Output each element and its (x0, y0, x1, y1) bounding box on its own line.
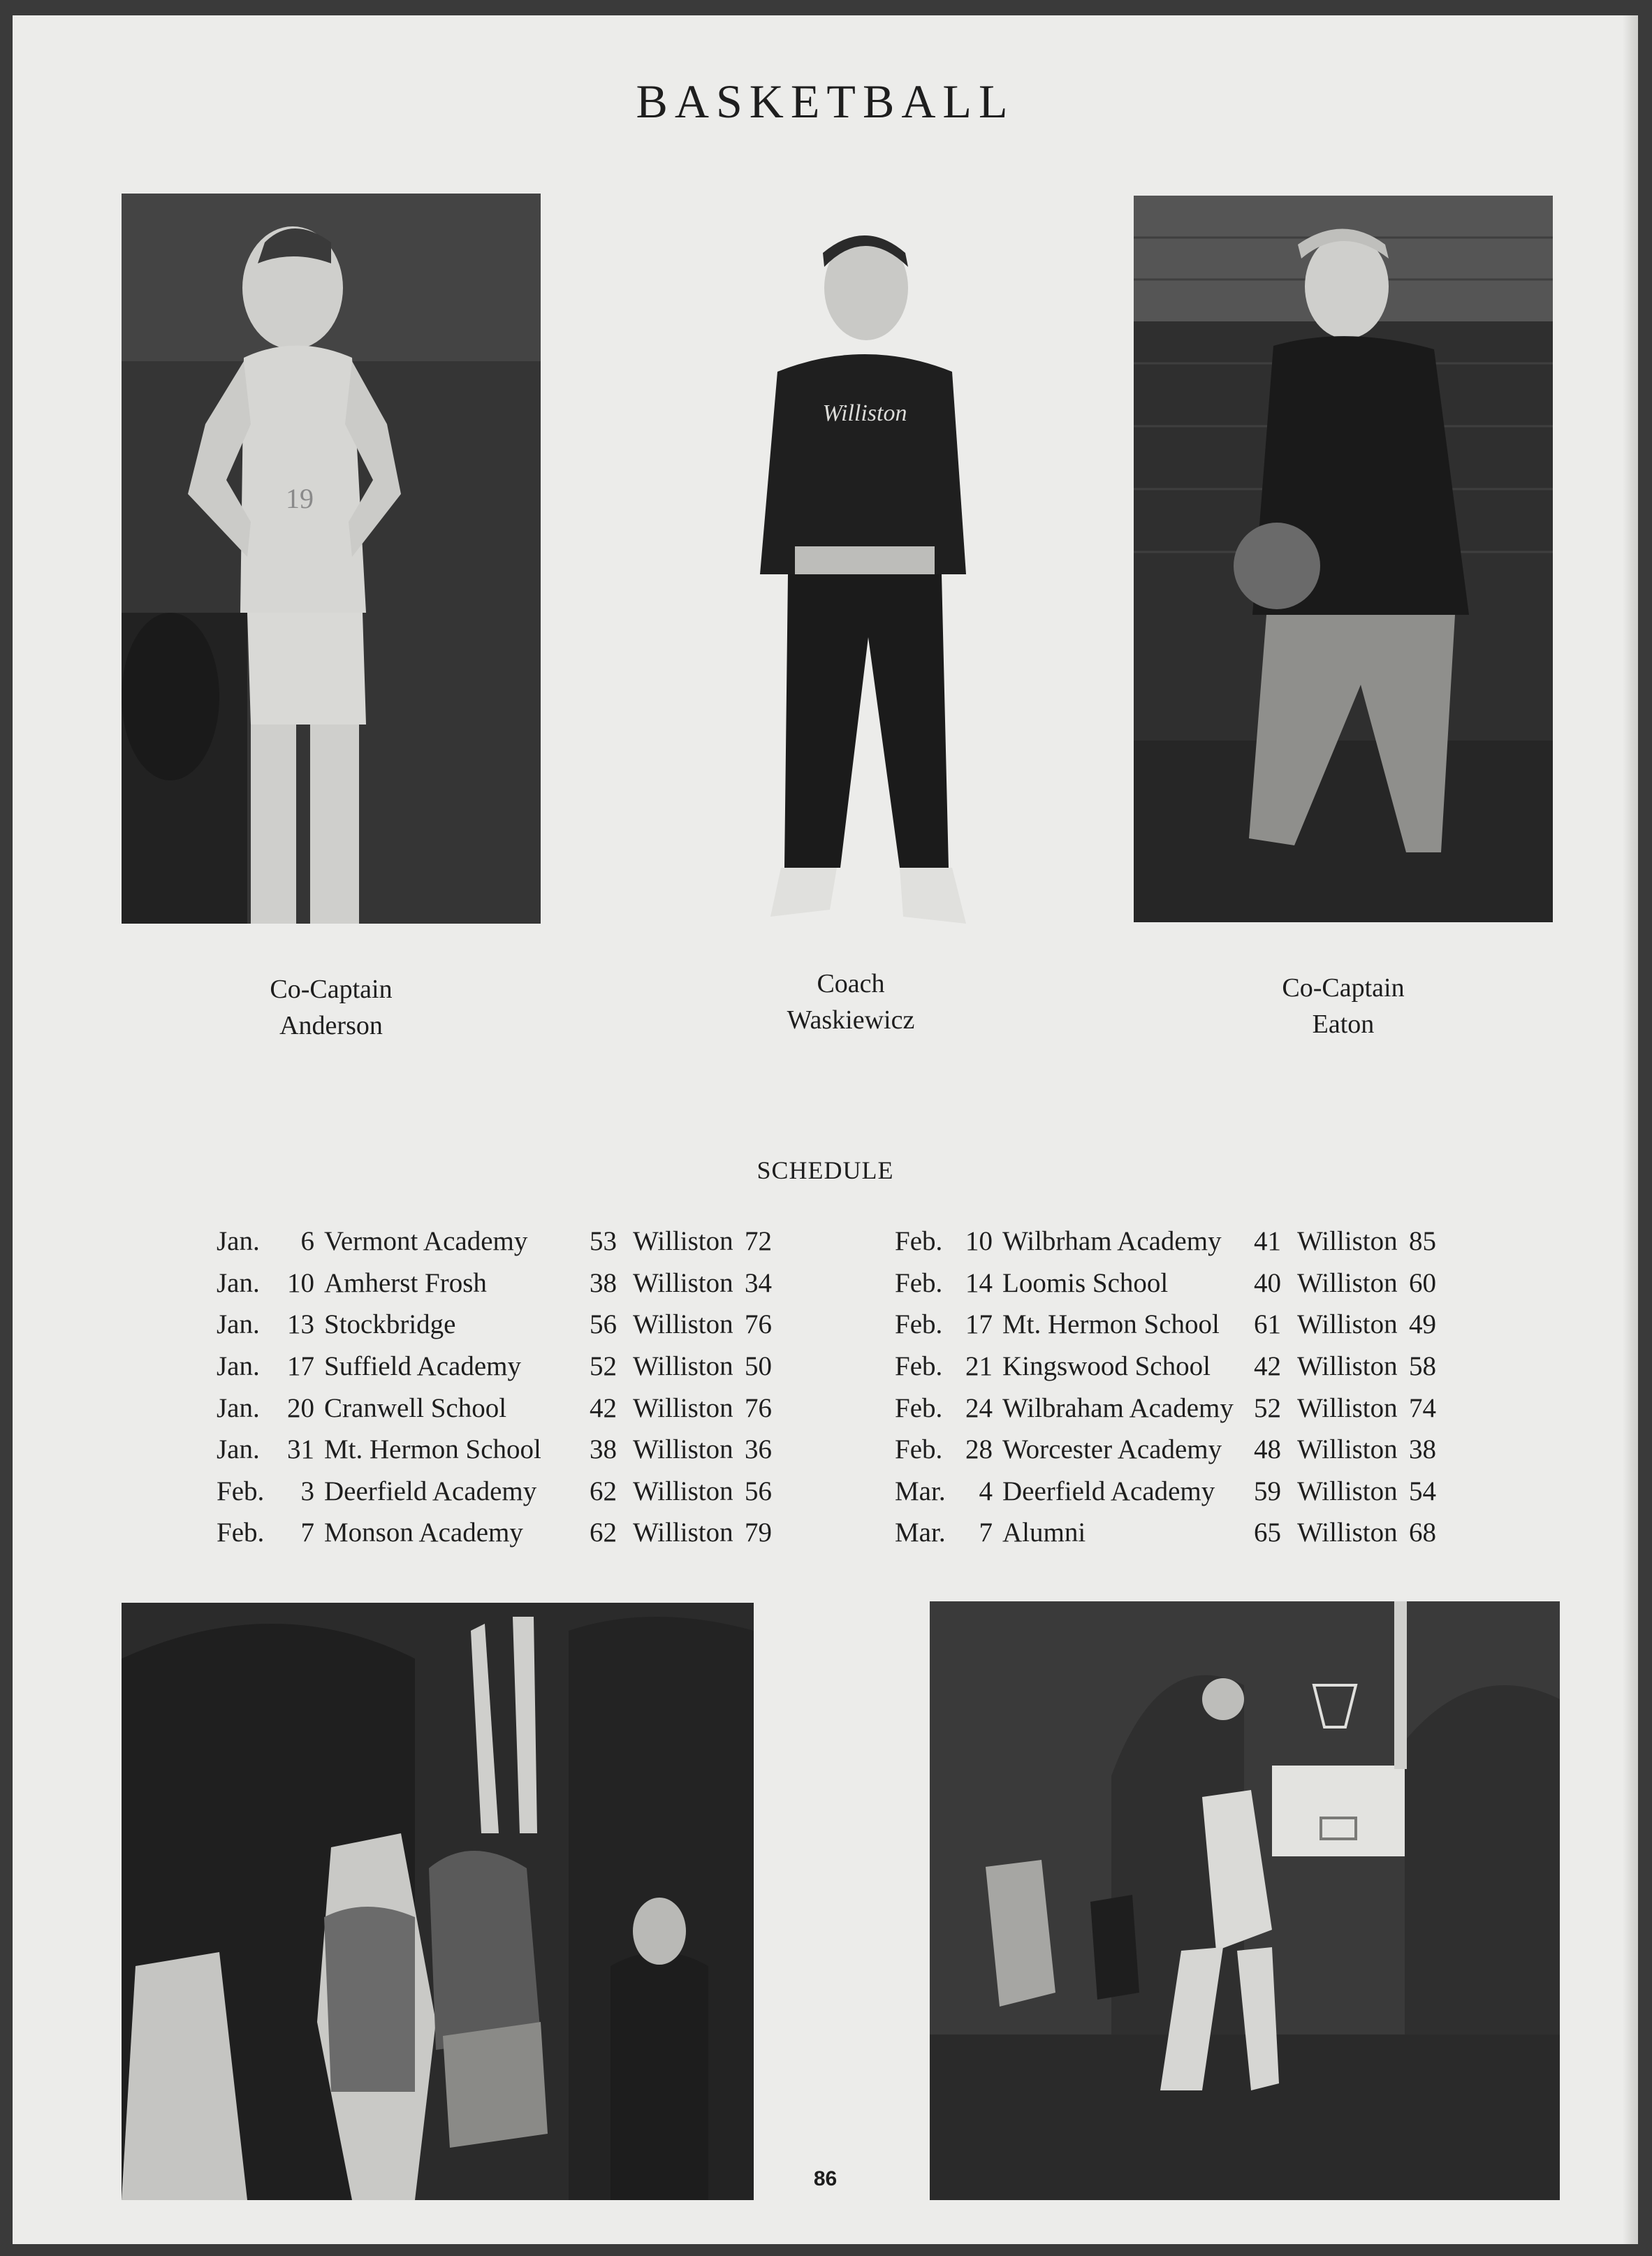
table-row (895, 1221, 1444, 1262)
schedule-table-left (217, 1221, 780, 1554)
photo-coach-waskiewicz (718, 211, 1011, 938)
caption-eaton (1238, 970, 1448, 1042)
team-name: Williston (1297, 1392, 1398, 1423)
table-row (895, 1346, 1444, 1388)
team-score: 85 (1409, 1226, 1436, 1257)
game-opponent: Wilbraham Academy (1002, 1392, 1234, 1423)
table-row (217, 1304, 780, 1346)
game-day: 20 (287, 1392, 314, 1423)
game-day: 13 (287, 1309, 314, 1340)
table-row (895, 1262, 1444, 1304)
opponent-score: 42 (1254, 1351, 1281, 1382)
team-name: Williston (1297, 1226, 1398, 1257)
team-name: Williston (633, 1267, 733, 1298)
game-month: Feb. (895, 1309, 943, 1340)
game-month: Jan. (217, 1309, 260, 1340)
game-opponent: Cranwell School (324, 1392, 507, 1423)
schedule-table-right (895, 1221, 1444, 1554)
team-name: Williston (1297, 1309, 1398, 1340)
table-row (217, 1346, 780, 1388)
table-row (895, 1471, 1444, 1513)
game-day: 3 (300, 1476, 314, 1506)
game-month: Feb. (895, 1392, 943, 1423)
game-month: Feb. (895, 1267, 943, 1298)
opponent-score: 56 (590, 1309, 617, 1340)
game-opponent: Mt. Hermon School (324, 1434, 541, 1465)
table-row (217, 1512, 780, 1554)
caption-role: Co-Captain (270, 975, 393, 1004)
opponent-score: 40 (1254, 1267, 1281, 1298)
team-score: 68 (1409, 1518, 1436, 1548)
opponent-score: 62 (590, 1518, 617, 1548)
team-score: 74 (1409, 1392, 1436, 1423)
team-name: Williston (1297, 1518, 1398, 1548)
game-day: 21 (965, 1351, 993, 1382)
game-opponent: Mt. Hermon School (1002, 1309, 1220, 1340)
schedule-title: SCHEDULE (756, 1156, 894, 1184)
table-row (217, 1471, 780, 1513)
svg-text:19: 19 (286, 483, 314, 514)
team-score: 36 (745, 1434, 772, 1465)
team-score: 49 (1409, 1309, 1436, 1340)
team-name: Williston (633, 1434, 733, 1465)
table-row (895, 1387, 1444, 1429)
team-score: 76 (745, 1309, 772, 1340)
table-row (895, 1512, 1444, 1554)
game-day: 10 (965, 1226, 993, 1257)
caption-name: Anderson (279, 1011, 383, 1040)
game-opponent: Alumni (1002, 1518, 1086, 1548)
photo-co-captain-anderson (122, 194, 541, 924)
table-row (895, 1304, 1444, 1346)
game-opponent: Deerfield Academy (324, 1476, 537, 1506)
opponent-score: 38 (590, 1267, 617, 1298)
team-name: Williston (633, 1226, 733, 1257)
team-score: 56 (745, 1476, 772, 1506)
opponent-score: 52 (590, 1351, 617, 1382)
game-opponent: Monson Academy (324, 1518, 523, 1548)
game-day: 24 (965, 1392, 993, 1423)
caption-name: Waskiewicz (787, 1005, 915, 1035)
game-opponent: Wilbrham Academy (1002, 1226, 1222, 1257)
opponent-score: 61 (1254, 1309, 1281, 1340)
team-name: Williston (1297, 1267, 1398, 1298)
game-day: 28 (965, 1434, 993, 1465)
game-opponent: Vermont Academy (324, 1226, 528, 1257)
game-month: Feb. (217, 1476, 265, 1506)
game-opponent: Stockbridge (324, 1309, 456, 1340)
game-month: Jan. (217, 1351, 260, 1382)
team-name: Williston (633, 1351, 733, 1382)
team-score: 76 (745, 1392, 772, 1423)
caption-name: Eaton (1312, 1010, 1375, 1039)
game-day: 17 (965, 1309, 993, 1340)
team-name: Williston (633, 1518, 733, 1548)
team-name: Williston (1297, 1476, 1398, 1506)
team-name: Williston (1297, 1351, 1398, 1382)
table-row (217, 1221, 780, 1262)
caption-role: Coach (817, 969, 885, 998)
photo-game-action-right (930, 1601, 1560, 2200)
team-name: Williston (633, 1476, 733, 1506)
team-score: 54 (1409, 1476, 1436, 1506)
game-month: Jan. (217, 1434, 260, 1465)
page-number: 86 (813, 2167, 838, 2190)
opponent-score: 41 (1254, 1226, 1281, 1257)
game-opponent: Deerfield Academy (1002, 1476, 1215, 1506)
page-spine (1623, 15, 1638, 2244)
game-month: Jan. (217, 1392, 260, 1423)
table-row (217, 1262, 780, 1304)
game-day: 31 (287, 1434, 314, 1465)
game-day: 10 (287, 1267, 314, 1298)
game-opponent: Amherst Frosh (324, 1267, 487, 1298)
team-name: Williston (1297, 1434, 1398, 1465)
game-opponent: Kingswood School (1002, 1351, 1211, 1382)
opponent-score: 62 (590, 1476, 617, 1506)
game-month: Feb. (217, 1518, 265, 1548)
page-title: BASKETBALL (636, 75, 1015, 128)
team-score: 38 (1409, 1434, 1436, 1465)
yearbook-page (13, 15, 1638, 2244)
opponent-score: 42 (590, 1392, 617, 1423)
opponent-score: 38 (590, 1434, 617, 1465)
game-month: Jan. (217, 1226, 260, 1257)
svg-text:Williston: Williston (822, 400, 907, 426)
team-score: 34 (745, 1267, 772, 1298)
caption-anderson (226, 971, 436, 1044)
caption-role: Co-Captain (1282, 973, 1405, 1003)
game-month: Mar. (895, 1518, 946, 1548)
team-name: Williston (633, 1309, 733, 1340)
team-name: Williston (633, 1392, 733, 1423)
caption-waskiewicz (746, 966, 956, 1038)
game-day: 7 (300, 1518, 314, 1548)
team-score: 79 (745, 1518, 772, 1548)
opponent-score: 53 (590, 1226, 617, 1257)
team-score: 50 (745, 1351, 772, 1382)
game-opponent: Worcester Academy (1002, 1434, 1222, 1465)
game-month: Feb. (895, 1351, 943, 1382)
game-month: Feb. (895, 1226, 943, 1257)
table-row (217, 1429, 780, 1471)
game-month: Mar. (895, 1476, 946, 1506)
table-row (217, 1387, 780, 1429)
opponent-score: 65 (1254, 1518, 1281, 1548)
game-day: 17 (287, 1351, 314, 1382)
game-opponent: Suffield Academy (324, 1351, 521, 1382)
game-day: 6 (300, 1226, 314, 1257)
opponent-score: 48 (1254, 1434, 1281, 1465)
opponent-score: 52 (1254, 1392, 1281, 1423)
team-score: 60 (1409, 1267, 1436, 1298)
team-score: 58 (1409, 1351, 1436, 1382)
table-row (895, 1429, 1444, 1471)
game-day: 14 (965, 1267, 993, 1298)
game-day: 7 (979, 1518, 993, 1548)
game-opponent: Loomis School (1002, 1267, 1169, 1298)
photo-co-captain-eaton (1134, 196, 1553, 922)
game-day: 4 (979, 1476, 993, 1506)
team-score: 72 (745, 1226, 772, 1257)
game-month: Jan. (217, 1267, 260, 1298)
game-month: Feb. (895, 1434, 943, 1465)
photo-game-action-left (122, 1603, 754, 2200)
opponent-score: 59 (1254, 1476, 1281, 1506)
